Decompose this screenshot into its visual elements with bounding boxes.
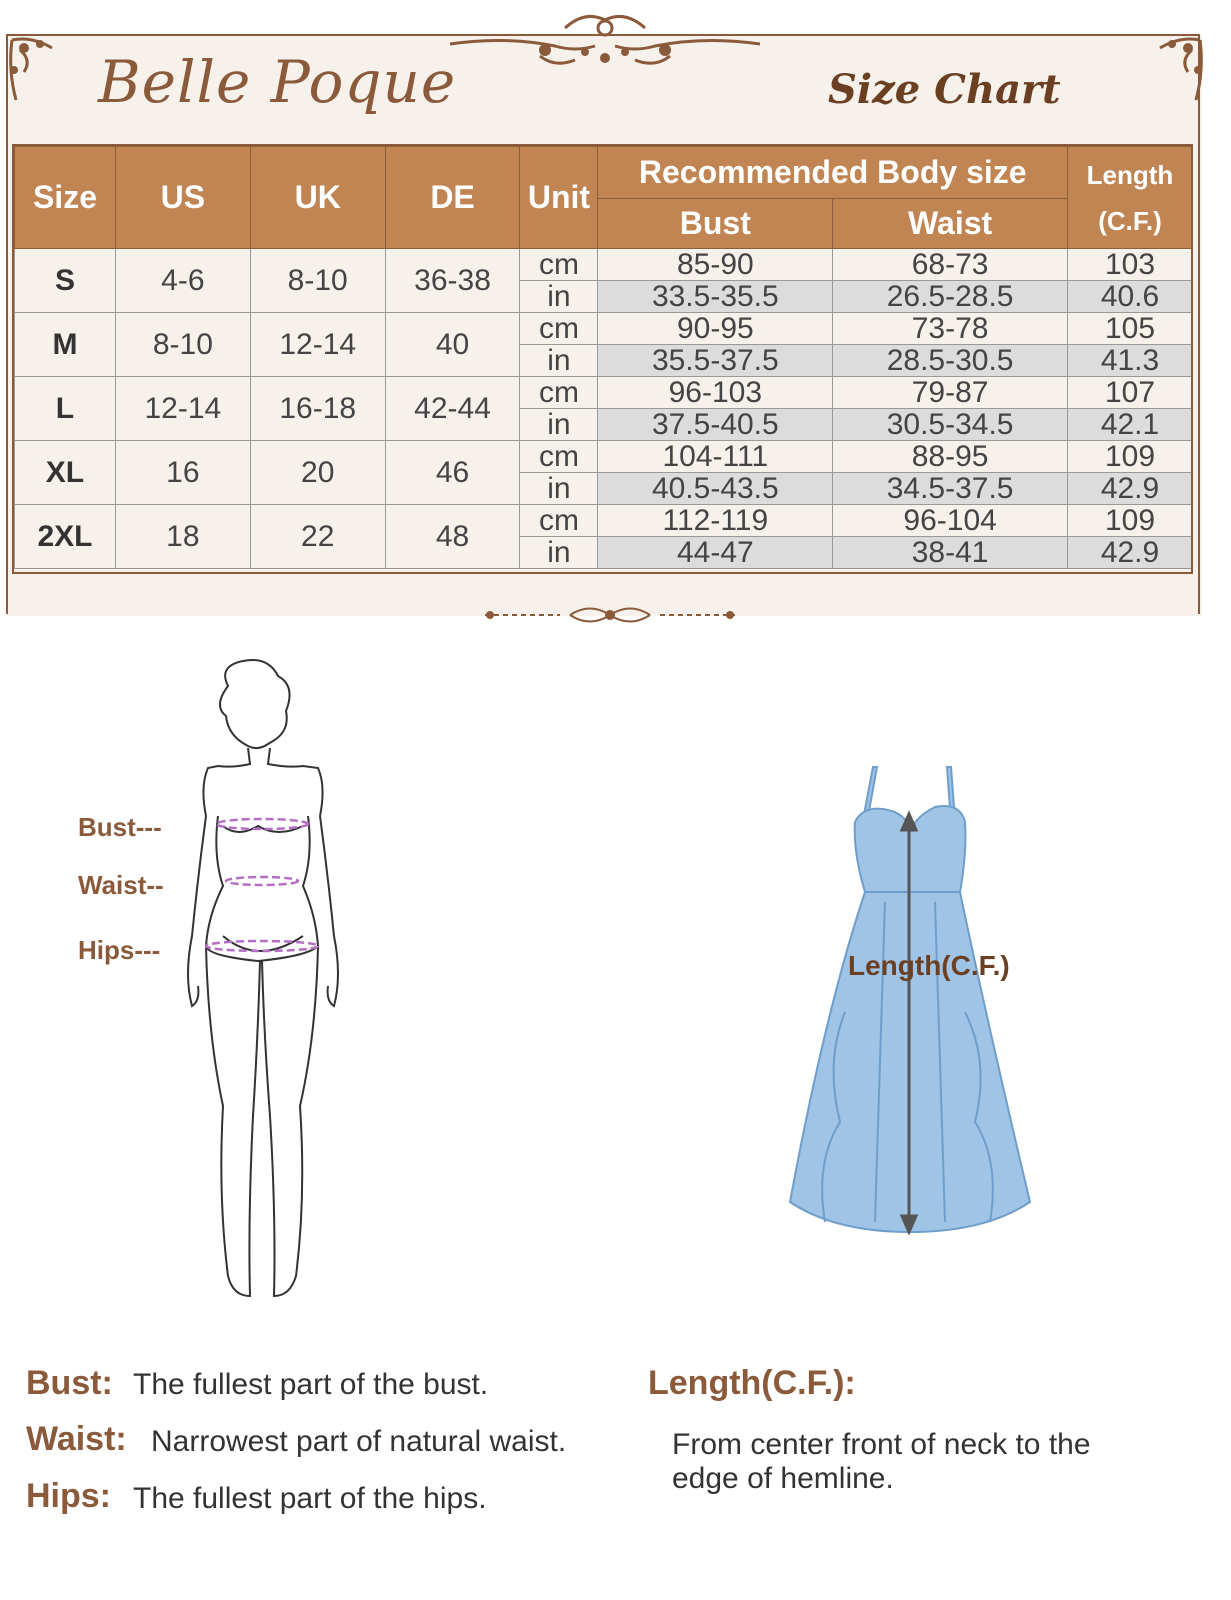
- table-row: [15, 313, 1193, 345]
- us-cell: 8-10: [115, 313, 250, 377]
- waist-cm-cell: 79-87: [833, 377, 1068, 409]
- header-unit: Unit: [520, 147, 598, 249]
- unit-cell: cm: [520, 505, 598, 537]
- waist-in-cell: 38-41: [833, 537, 1068, 569]
- bust-description: The fullest part of the bust.: [133, 1368, 489, 1401]
- length-cm-cell: 107: [1068, 377, 1193, 409]
- de-cell: 42-44: [385, 377, 520, 441]
- table-row: [15, 377, 1193, 409]
- waist-in-cell: 28.5-30.5: [833, 345, 1068, 377]
- header-uk: UK: [250, 147, 385, 249]
- top-ornament: [445, 6, 765, 76]
- header-length-line2: (C.F.): [1098, 205, 1162, 236]
- bust-cm-cell: 90-95: [598, 313, 833, 345]
- length-cm-cell: 109: [1068, 441, 1193, 473]
- bust-in-cell: 44-47: [598, 537, 833, 569]
- waist-cm-cell: 68-73: [833, 249, 1068, 281]
- bottom-ornament: [480, 600, 740, 630]
- header-length-line1: Length: [1086, 159, 1174, 190]
- length-in-cell: 41.3: [1068, 345, 1193, 377]
- length-in-cell: 42.9: [1068, 537, 1193, 569]
- bust-in-cell: 35.5-37.5: [598, 345, 833, 377]
- brand-logo: Belle Poque: [98, 48, 457, 116]
- table-row: [15, 505, 1193, 537]
- length-in-cell: 40.6: [1068, 281, 1193, 313]
- bust-cm-cell: 85-90: [598, 249, 833, 281]
- length-in-cell: 42.1: [1068, 409, 1193, 441]
- hips-description: The fullest part of the hips.: [133, 1482, 487, 1515]
- bust-in-cell: 37.5-40.5: [598, 409, 833, 441]
- us-cell: 18: [115, 505, 250, 569]
- size-cell: S: [15, 249, 116, 313]
- unit-cell: cm: [520, 249, 598, 281]
- bust-in-cell: 40.5-43.5: [598, 473, 833, 505]
- unit-cell: in: [520, 473, 598, 505]
- length-description-line2: edge of hemline.: [672, 1462, 894, 1495]
- hips-term: Hips:: [26, 1477, 111, 1515]
- size-table: [14, 146, 1193, 569]
- waist-cm-cell: 88-95: [833, 441, 1068, 473]
- de-cell: 36-38: [385, 249, 520, 313]
- uk-cell: 12-14: [250, 313, 385, 377]
- size-cell: XL: [15, 441, 116, 505]
- right-corner-ornament: [1150, 30, 1210, 110]
- us-cell: 16: [115, 441, 250, 505]
- unit-cell: in: [520, 281, 598, 313]
- size-cell: 2XL: [15, 505, 116, 569]
- body-figure-illustration: [178, 656, 348, 1301]
- header-us: US: [115, 147, 250, 249]
- table-row: [15, 441, 1193, 473]
- header-bust: Bust: [598, 199, 833, 249]
- uk-cell: 16-18: [250, 377, 385, 441]
- table-row: [15, 249, 1193, 281]
- waist-description: Narrowest part of natural waist.: [151, 1425, 567, 1458]
- unit-cell: cm: [520, 377, 598, 409]
- unit-cell: in: [520, 537, 598, 569]
- length-description-line1: From center front of neck to the: [672, 1428, 1091, 1461]
- length-cm-cell: 109: [1068, 505, 1193, 537]
- waist-label: Waist--: [78, 870, 164, 900]
- bust-cm-cell: 96-103: [598, 377, 833, 409]
- dress-illustration: [785, 762, 1035, 1240]
- header-waist: Waist: [833, 199, 1068, 249]
- header-length: [1068, 147, 1193, 249]
- unit-cell: cm: [520, 441, 598, 473]
- length-cm-cell: 103: [1068, 249, 1193, 281]
- unit-cell: cm: [520, 313, 598, 345]
- bust-cm-cell: 104-111: [598, 441, 833, 473]
- waist-in-cell: 26.5-28.5: [833, 281, 1068, 313]
- waist-in-cell: 30.5-34.5: [833, 409, 1068, 441]
- waist-term: Waist:: [26, 1420, 127, 1458]
- unit-cell: in: [520, 409, 598, 441]
- de-cell: 46: [385, 441, 520, 505]
- uk-cell: 20: [250, 441, 385, 505]
- uk-cell: 8-10: [250, 249, 385, 313]
- us-cell: 4-6: [115, 249, 250, 313]
- size-cell: M: [15, 313, 116, 377]
- header-recommended-body-size: Recommended Body size: [598, 147, 1068, 199]
- size-table-body: [15, 249, 1193, 569]
- bust-in-cell: 33.5-35.5: [598, 281, 833, 313]
- length-term: Length(C.F.):: [648, 1364, 856, 1402]
- chart-title: Size Chart: [828, 66, 1061, 113]
- de-cell: 48: [385, 505, 520, 569]
- header-size: Size: [15, 147, 116, 249]
- de-cell: 40: [385, 313, 520, 377]
- bust-label: Bust---: [78, 812, 162, 842]
- waist-cm-cell: 96-104: [833, 505, 1068, 537]
- length-cm-cell: 105: [1068, 313, 1193, 345]
- header-de: DE: [385, 147, 520, 249]
- length-label: Length(C.F.): [848, 950, 1010, 981]
- size-cell: L: [15, 377, 116, 441]
- waist-in-cell: 34.5-37.5: [833, 473, 1068, 505]
- waist-cm-cell: 73-78: [833, 313, 1068, 345]
- bust-term: Bust:: [26, 1364, 113, 1402]
- length-in-cell: 42.9: [1068, 473, 1193, 505]
- uk-cell: 22: [250, 505, 385, 569]
- us-cell: 12-14: [115, 377, 250, 441]
- bust-cm-cell: 112-119: [598, 505, 833, 537]
- left-corner-ornament: [2, 30, 62, 110]
- unit-cell: in: [520, 345, 598, 377]
- hips-label: Hips---: [78, 935, 161, 965]
